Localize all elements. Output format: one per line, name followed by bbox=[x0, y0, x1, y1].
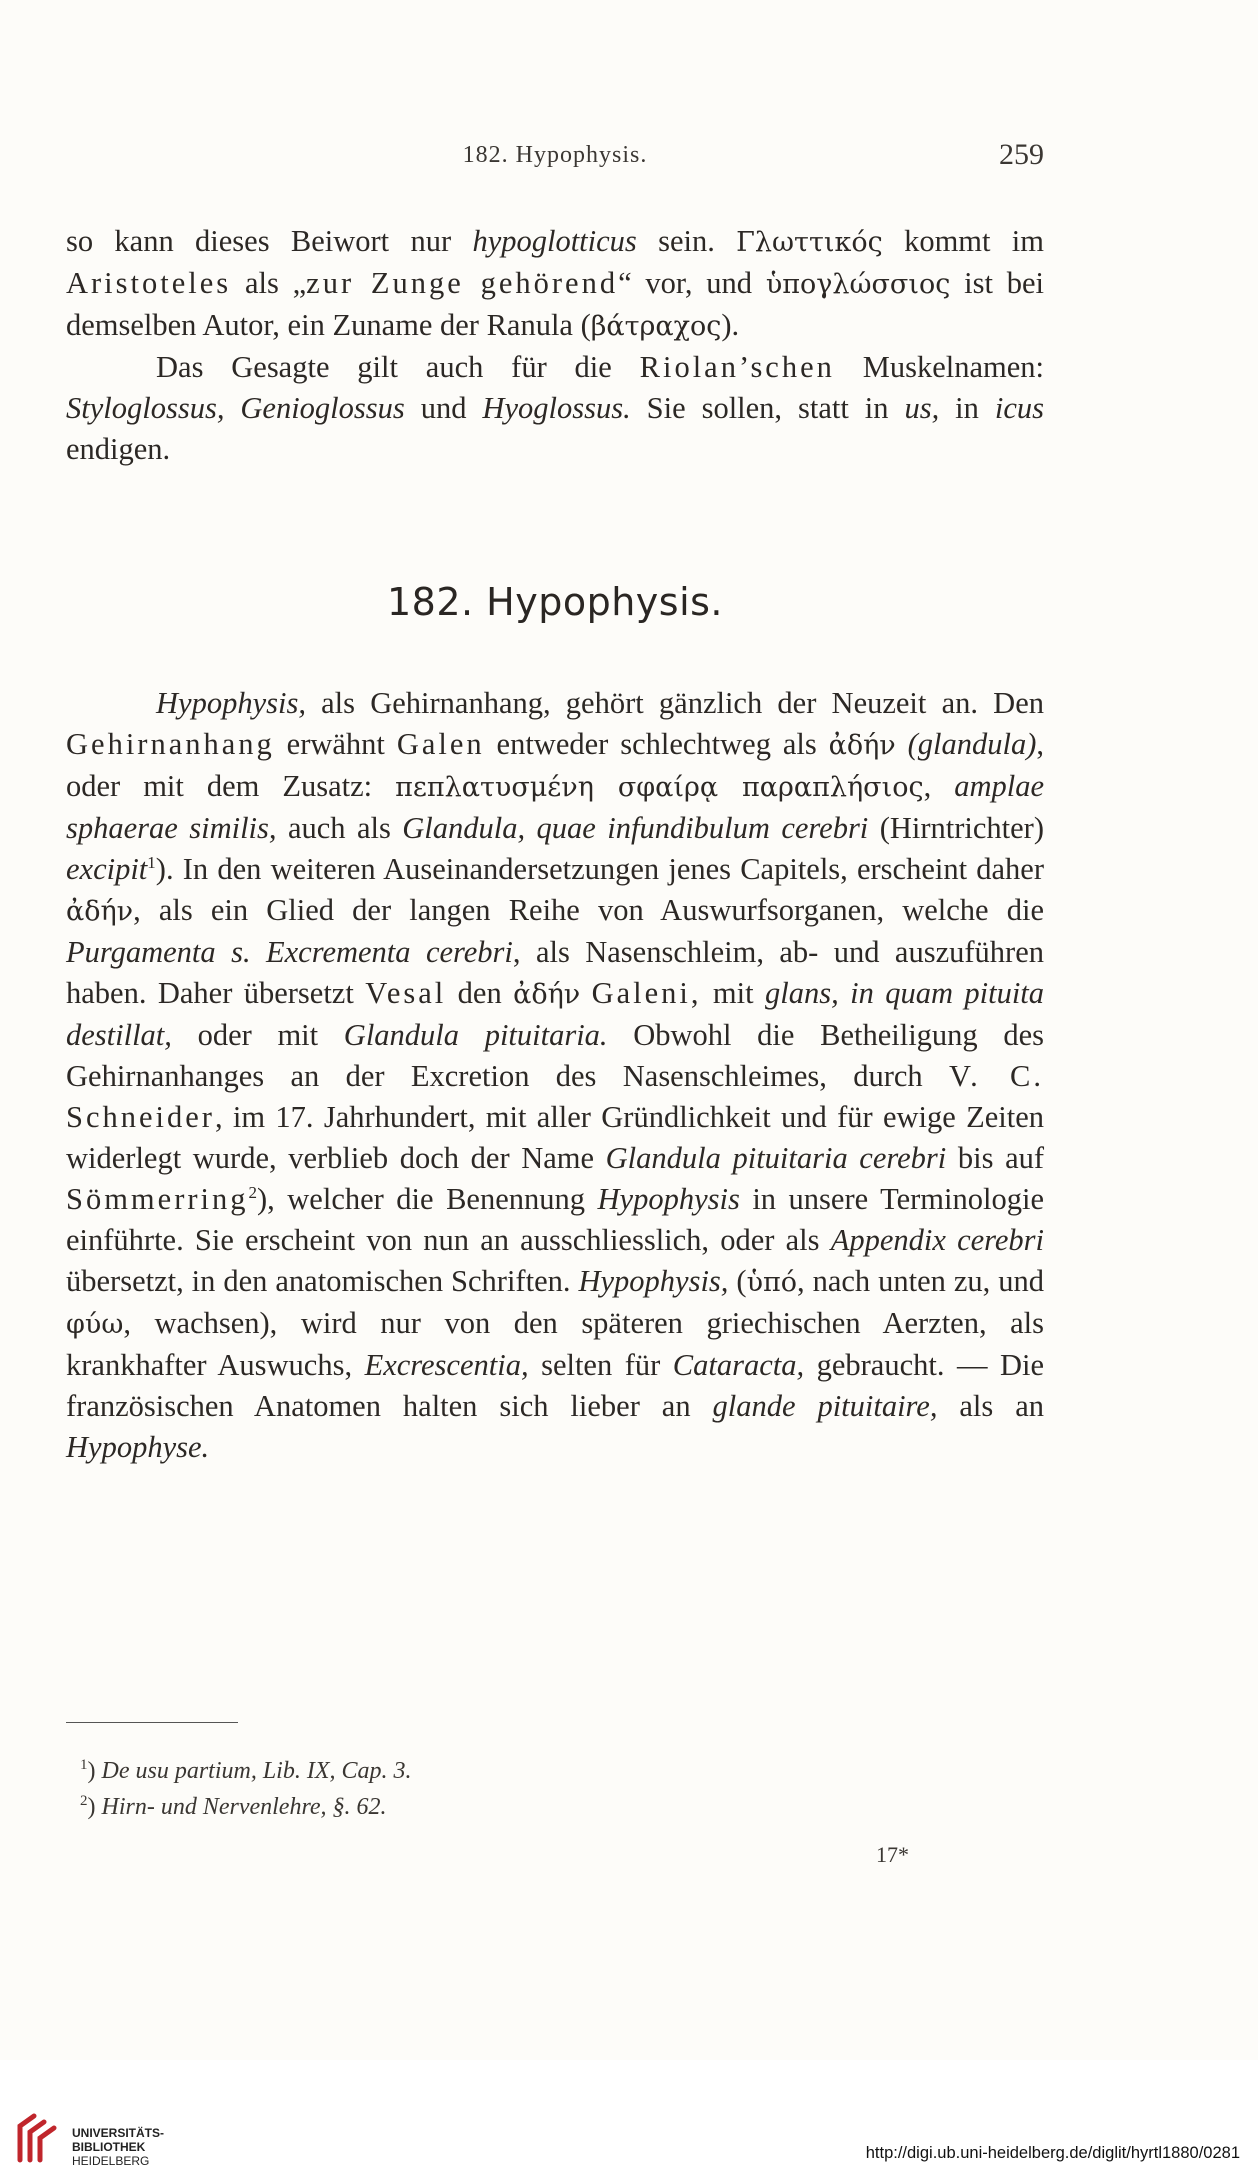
running-head bbox=[66, 138, 1044, 182]
library-name: UNIVERSITÄTS- BIBLIOTHEK HEIDELBERG bbox=[72, 2126, 165, 2168]
library-logo-icon bbox=[14, 2110, 64, 2164]
footnote-ref-2: 2 bbox=[248, 1182, 257, 1202]
printer-signature: 17* bbox=[876, 1842, 909, 1867]
top-text-block bbox=[66, 221, 1044, 470]
viewer-footer bbox=[0, 2092, 1258, 2170]
section-heading: 182. Hypophysis. bbox=[386, 580, 724, 624]
paragraph-continuation: so kann dieses Beiwort nur hypoglotticus sein. Γλωττικός kommt im Aristoteles als „zur Zunge gehörend“ vor, und ὑπογλώσσιος ist bei demselben Autor, ein Zuname der Ranula (βάτραχος). bbox=[66, 224, 1044, 342]
page-number: 259 bbox=[999, 138, 1044, 171]
paragraph-hypophysis: Hypophysis, als Gehirnanhang, gehört gänzlich der Neuzeit an. Den Gehirnanhang erwähnt Galen entweder schlechtweg als ἀδήν (glandula), oder mit dem Zusatz: πεπλατυσμένη σφαίρᾳ παραπλήσιος, amplae sphaerae similis, auch als Glandula, quae infundibulum cerebri (Hirntrichter) excipit$^1$). In den weiteren Auseinandersetzungen jenes Capitels, erscheint daher ἀδήν, als ein Glied der langen Reihe von Auswurfsorganen, welche die Purgamenta s. Excrementa cerebri, als Nasenschleim, ab- und auszuführen haben. Daher übersetzt Vesal den ἀδήν Galeni, mit glans, in quam pituita destillat, oder mit Glandula pituitaria. Obwohl die Betheiligung des Gehirnanhanges an der Excretion des Nasenschleimes, durch V. C. Schneider, im 17. Jahrhundert, mit aller Gründlichkeit und für ewige Zeiten widerlegt wurde, verblieb doch der Name Glandula pituitaria cerebri bis auf Sömmerring$^2$), welcher die Benennung Hypophysis in unsere Terminologie einführte. Sie erscheint von nun an ausschliesslich, oder als Appendix cerebri übersetzt, in den anatomischen Schriften. Hypophysis, (ὑπό, nach unten zu, und φύω, wachsen), wird nur von den späteren griechischen Aerzten, als krankhafter Auswuchs, Excrescentia, selten für Cataracta, gebraucht. — Die französischen Anatomen halten sich lieber an glande pituitaire, als an Hypophyse. bbox=[66, 686, 1045, 1464]
footnote-divider bbox=[66, 1722, 238, 1723]
footnote-1: $^1$) De usu partium, Lib. IX, Cap. 3. bbox=[80, 1757, 412, 1784]
footnotes bbox=[80, 1753, 980, 1825]
footnote-ref-1: 1 bbox=[147, 852, 156, 872]
paragraph-riolan: Das Gesagte gilt auch für die Riolan’schen Muskelnamen: Styloglossus, Genioglossus und Hyoglossus. Sie sollen, statt in us, in icus endigen. bbox=[66, 350, 1044, 466]
running-head-title: 182. Hypophysis. bbox=[462, 142, 648, 168]
main-text-block bbox=[66, 683, 1044, 1468]
source-url-link[interactable]: http://digi.ub.uni-heidelberg.de/diglit/hyrtl1880/0281 bbox=[865, 2144, 1240, 2162]
footnote-2: $^2$) Hirn- und Nervenlehre, §. 62. bbox=[80, 1793, 387, 1820]
